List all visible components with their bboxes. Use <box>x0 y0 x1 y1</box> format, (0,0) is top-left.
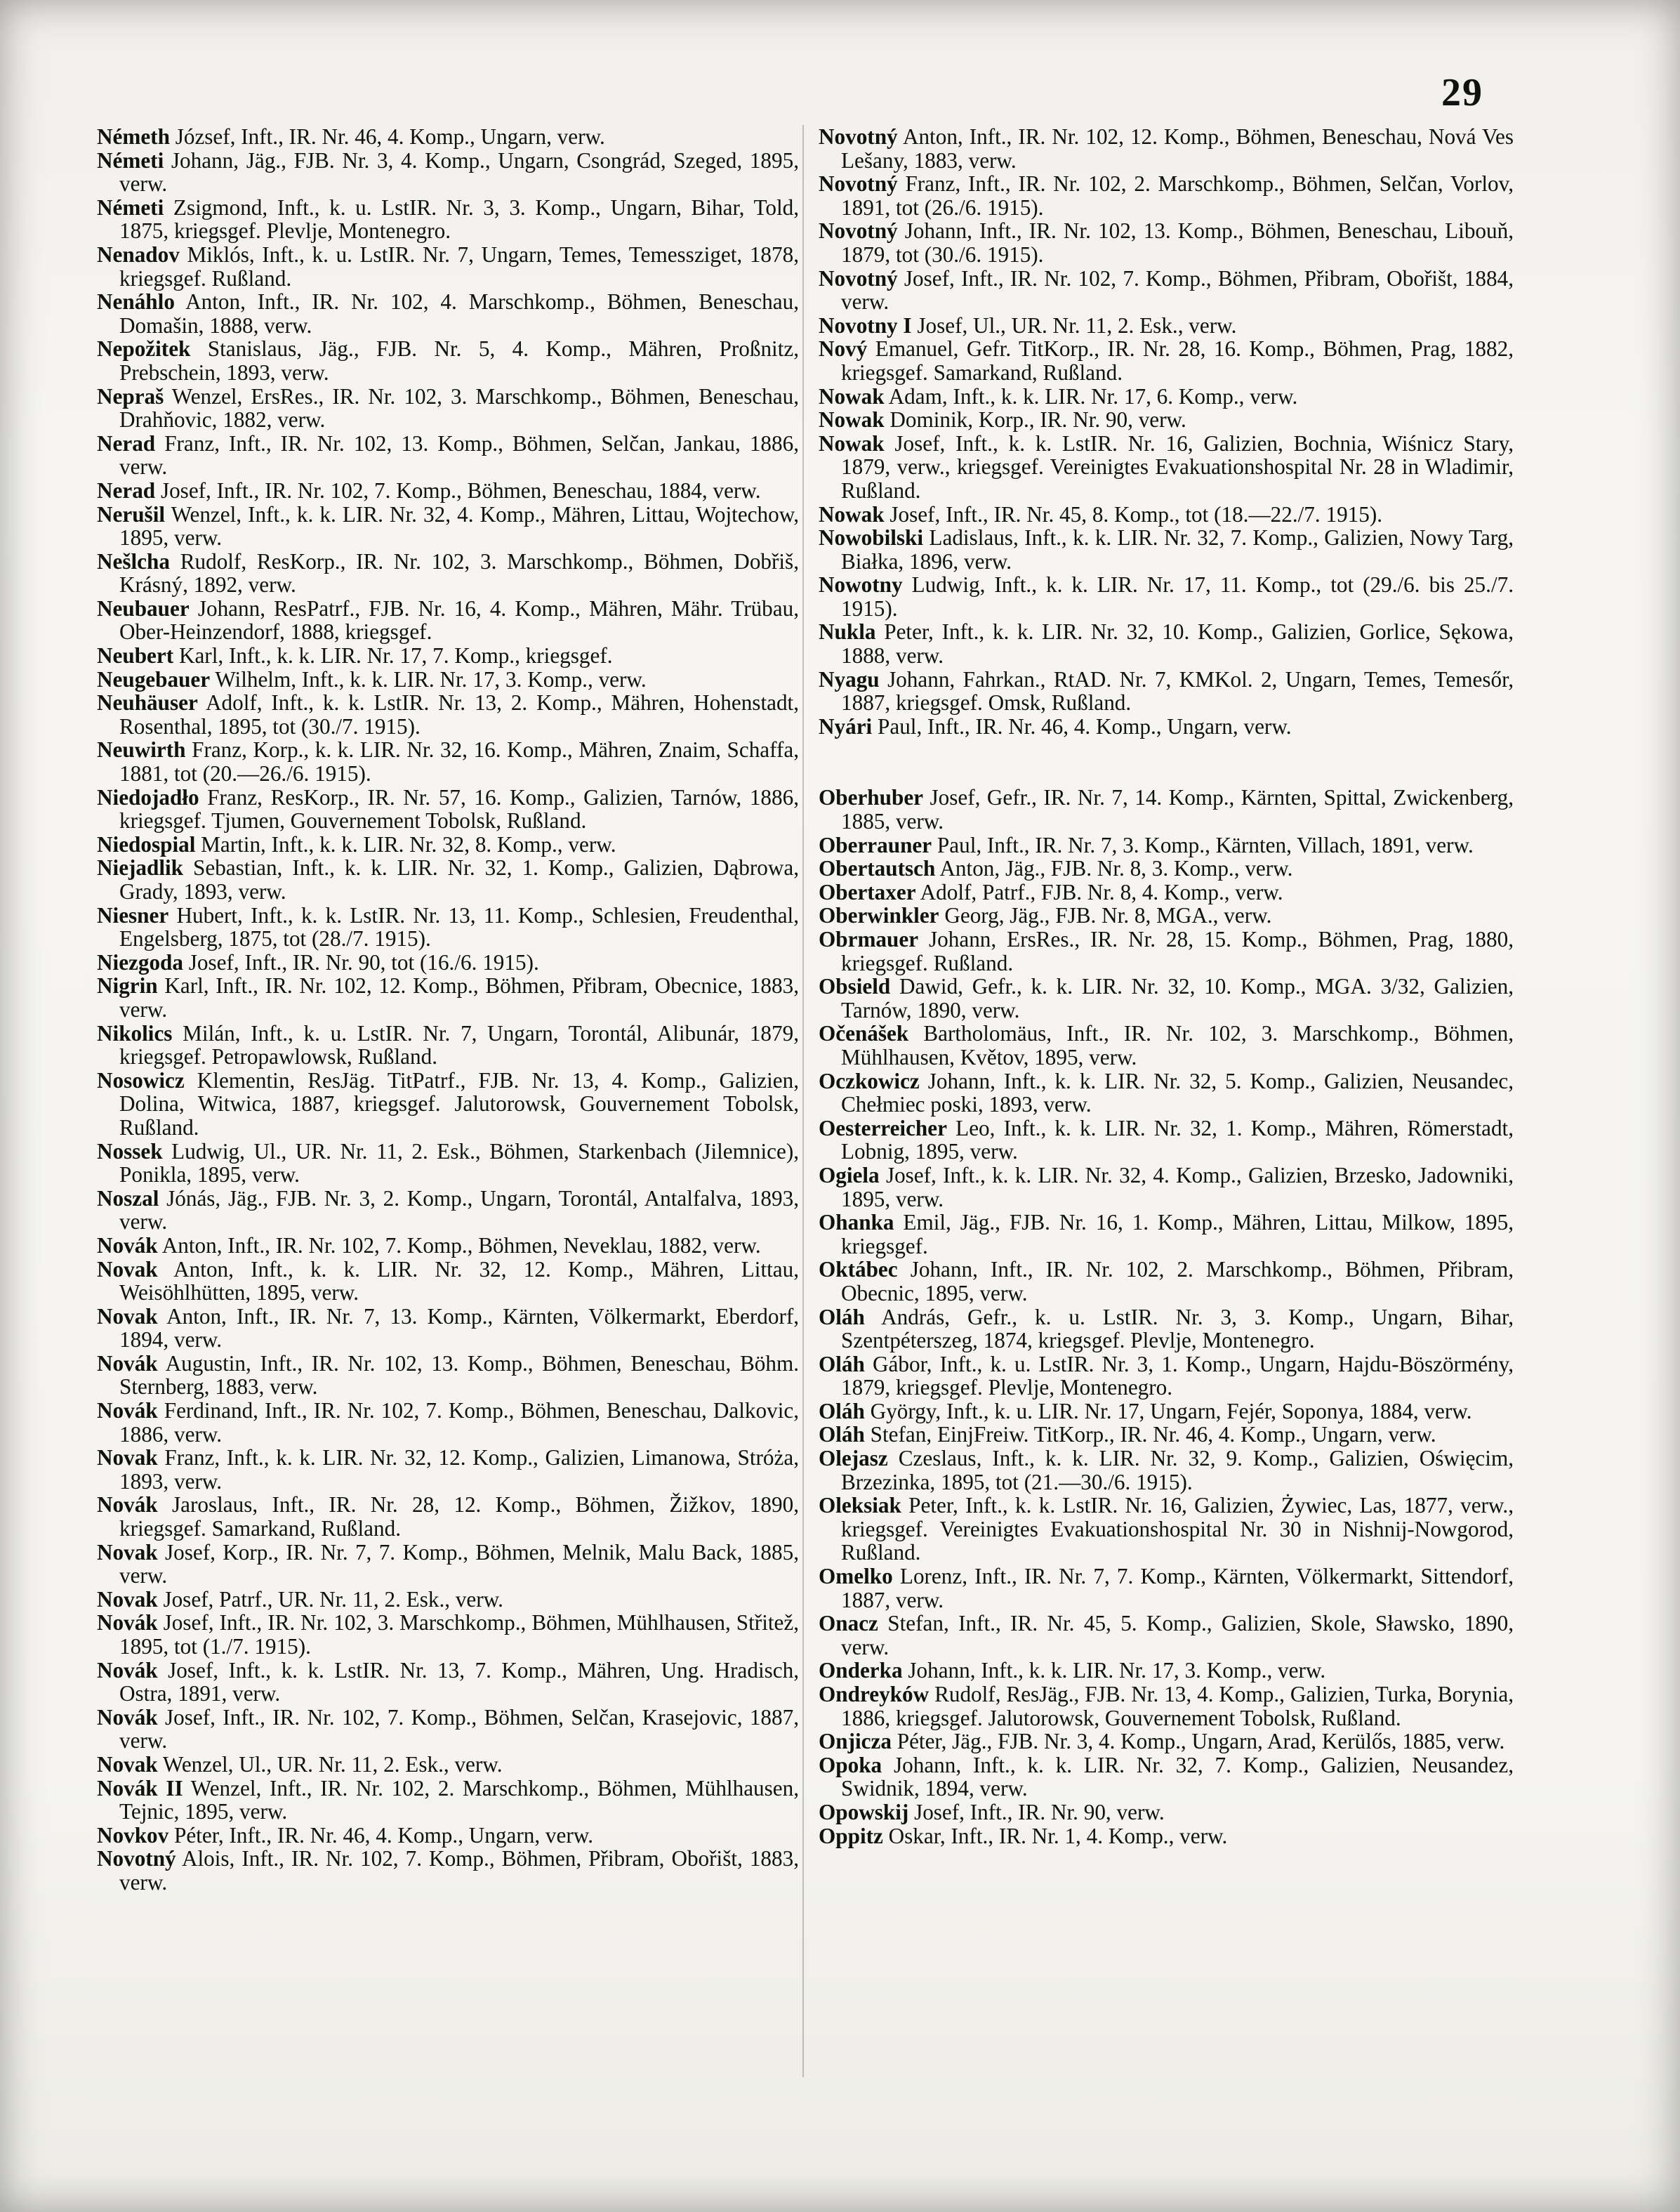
entry-surname: Novák <box>97 1398 158 1423</box>
list-entry <box>97 904 799 951</box>
entry-surname: Oczkowicz <box>819 1068 920 1093</box>
entry-details: Stanislaus, Jäg., FJB. Nr. 5, 4. Komp., Mähren, Proßnitz, Prebschein, 1893, verw. <box>119 336 800 385</box>
entry-details: Peter, Inft., k. k. LIR. Nr. 32, 10. Komp., Galizien, Gorlice, Sękowa, 1888, verw. <box>841 619 1514 669</box>
entry-details: Josef, Inft., k. k. LIR. Nr. 32, 4. Komp., Galizien, Brzesko, Jadowniki, 1895, verw. <box>841 1162 1514 1211</box>
list-entry <box>97 290 799 337</box>
entry-details: Adam, Inft., k. k. LIR. Nr. 17, 6. Komp., verw. <box>888 383 1298 409</box>
entry-details: Josef, Gefr., IR. Nr. 7, 14. Komp., Kärnten, Spittal, Zwickenberg, 1885, verw. <box>841 785 1514 834</box>
list-entry <box>819 1753 1514 1800</box>
entry-details: Franz, ResKorp., IR. Nr. 57, 16. Komp., Galizien, Tarnów, 1886, kriegsgef. Tjumen, Gouvernement Tobolsk, Rußland. <box>119 784 800 834</box>
list-entry <box>819 620 1514 667</box>
entry-details: Rudolf, ResJäg., FJB. Nr. 13, 4. Komp., Galizien, Turka, Borynia, 1886, kriegsgef. Jalutorowsk, Gouvernement Tobolsk, Rußland. <box>841 1682 1514 1730</box>
entry-details: Emanuel, Gefr. TitKorp., IR. Nr. 28, 16. Komp., Böhmen, Prag, 1882, kriegsgef. Samarkand, Rußland. <box>841 336 1514 385</box>
entry-details: Stefan, Inft., IR. Nr. 45, 5. Komp., Galizien, Skole, Sławsko, 1890, verw. <box>841 1611 1514 1659</box>
entry-surname: Nenáhlo <box>97 289 175 315</box>
entry-details: András, Gefr., k. u. LstIR. Nr. 3, 3. Komp., Ungarn, Bihar, Szentpéterszeg, 1874, kriegsgef. Plevlje, Montenegro. <box>841 1304 1514 1353</box>
entry-surname: Nepožitek <box>97 336 191 362</box>
entry-details: Alois, Inft., IR. Nr. 102, 7. Komp., Böhmen, Přibram, Obořišt, 1883, verw. <box>119 1846 799 1895</box>
list-entry <box>819 1022 1514 1069</box>
entry-surname: Novotný <box>819 265 898 291</box>
entry-surname: Niesner <box>97 902 169 928</box>
list-entry <box>97 385 799 432</box>
entry-surname: Novak <box>97 1445 158 1470</box>
page-number: 29 <box>1441 71 1483 114</box>
entry-details: Johann, Inft., IR. Nr. 102, 13. Komp., Böhmen, Beneschau, Libouň, 1879, tot (30./6. 1915). <box>841 218 1514 267</box>
entry-surname: Nerušil <box>97 501 166 527</box>
entry-details: Paul, Inft., IR. Nr. 7, 3. Komp., Kärnten, Villach, 1891, verw. <box>937 832 1474 857</box>
list-entry <box>97 644 799 668</box>
list-entry <box>819 1069 1514 1117</box>
entry-surname: Nukla <box>819 619 876 645</box>
entry-details: Czeslaus, Inft., k. k. LIR. Nr. 32, 9. Komp., Galizien, Oświęcim, Brzezinka, 1895, tot (21.—30./6. 1915). <box>841 1446 1514 1494</box>
entry-details: Péter, Inft., IR. Nr. 46, 4. Komp., Ungarn, verw. <box>174 1822 594 1848</box>
list-entry <box>97 125 799 149</box>
entry-details: Franz, Inft., IR. Nr. 102, 2. Marschkomp., Böhmen, Selčan, Vorlov, 1891, tot (26./6. 1915). <box>841 171 1514 220</box>
entry-details: Bartholomäus, Inft., IR. Nr. 102, 3. Marschkomp., Böhmen, Mühlhausen, Květov, 1895, verw. <box>841 1021 1514 1069</box>
entry-details: Martin, Inft., k. k. LIR. Nr. 32, 8. Komp., verw. <box>201 831 616 857</box>
list-entry <box>819 1117 1514 1164</box>
list-entry <box>97 1847 799 1894</box>
entry-surname: Obertautsch <box>819 856 936 881</box>
entry-surname: Niedojadło <box>97 784 199 810</box>
entry-surname: Oberhuber <box>819 785 924 810</box>
entry-surname: Novak <box>97 1539 158 1565</box>
entry-surname: Oberrauner <box>819 832 932 857</box>
entry-details: Wenzel, Inft., k. k. LIR. Nr. 32, 4. Komp., Mähren, Littau, Wojtechow, 1895, verw. <box>119 501 799 551</box>
entry-details: Dominik, Korp., IR. Nr. 90, verw. <box>889 407 1186 433</box>
entry-surname: Nowobilski <box>819 525 924 551</box>
list-entry <box>819 786 1514 833</box>
list-entry <box>97 1824 799 1848</box>
entry-details: Péter, Jäg., FJB. Nr. 3, 4. Komp., Ungarn, Arad, Kerülős, 1885, verw. <box>897 1729 1505 1754</box>
entry-surname: Oktábec <box>819 1257 898 1282</box>
list-entry <box>819 1423 1514 1447</box>
list-entry <box>97 1069 799 1140</box>
list-entry <box>97 1706 799 1753</box>
entry-surname: Novotný <box>97 1846 176 1871</box>
entry-surname: Nový <box>819 336 868 362</box>
entry-details: Josef, Inft., IR. Nr. 45, 8. Komp., tot (18.—22./7. 1915). <box>889 501 1383 527</box>
entry-surname: Obsield <box>819 974 891 999</box>
entry-surname: Novotný <box>819 218 898 244</box>
entry-details: Wilhelm, Inft., k. k. LIR. Nr. 17, 3. Komp., verw. <box>215 666 647 692</box>
list-entry <box>819 1612 1514 1659</box>
list-entry <box>819 1447 1514 1494</box>
list-entry <box>97 1588 799 1612</box>
list-entry <box>97 1352 799 1399</box>
entry-details: Josef, Inft., IR. Nr. 90, tot (16./6. 1915). <box>188 949 539 975</box>
entry-surname: Novák <box>97 1492 158 1518</box>
list-entry <box>97 1399 799 1446</box>
list-entry <box>97 149 799 196</box>
list-entry <box>819 1730 1514 1753</box>
list-entry <box>97 243 799 290</box>
entry-surname: Noszal <box>97 1185 159 1211</box>
list-entry <box>97 1187 799 1234</box>
entry-surname: Oesterreicher <box>819 1115 947 1140</box>
entry-surname: Nyári <box>819 713 873 739</box>
entry-details: Josef, Ul., UR. Nr. 11, 2. Esk., verw. <box>917 312 1237 338</box>
list-entry <box>97 974 799 1021</box>
entry-surname: Nowak <box>819 430 885 456</box>
entry-details: Adolf, Inft., k. k. LstIR. Nr. 13, 2. Komp., Mähren, Hohenstadt, Rosenthal, 1895, tot (30./7. 1915). <box>119 690 800 739</box>
entry-details: Wenzel, Ul., UR. Nr. 11, 2. Esk., verw. <box>162 1751 503 1777</box>
entry-surname: Novotný <box>819 171 898 197</box>
entry-details: Emil, Jäg., FJB. Nr. 16, 1. Komp., Mähren, Littau, Milkow, 1895, kriegsgef. <box>841 1210 1514 1258</box>
entry-surname: Onacz <box>819 1611 878 1636</box>
entry-details: Augustin, Inft., IR. Nr. 102, 13. Komp., Böhmen, Beneschau, Böhm. Sternberg, 1883, verw. <box>119 1350 800 1400</box>
list-entry <box>819 1824 1514 1848</box>
list-entry <box>819 573 1514 620</box>
list-entry <box>819 1565 1514 1612</box>
entry-surname: Niejadlik <box>97 855 184 881</box>
entry-surname: Németi <box>97 147 164 173</box>
list-entry <box>819 125 1514 172</box>
entry-surname: Ondreyków <box>819 1682 930 1706</box>
entry-details: Georg, Jäg., FJB. Nr. 8, MGA., verw. <box>944 903 1272 928</box>
entry-surname: Oláh <box>819 1351 865 1376</box>
entry-surname: Novák <box>97 1232 158 1258</box>
entry-details: Anton, Inft., IR. Nr. 102, 7. Komp., Böhmen, Neveklau, 1882, verw. <box>161 1232 761 1258</box>
list-entry <box>97 503 799 550</box>
entry-surname: Oláh <box>819 1422 865 1447</box>
entry-surname: Opowskij <box>819 1799 909 1824</box>
entry-details: Franz, Inft., IR. Nr. 102, 13. Komp., Böhmen, Selčan, Jankau, 1886, verw. <box>119 430 799 480</box>
entry-details: Jaroslaus, Inft., IR. Nr. 28, 12. Komp., Böhmen, Žižkov, 1890, kriegsgef. Samarkand, Rußland. <box>119 1492 799 1541</box>
entry-surname: Novák <box>97 1657 158 1683</box>
list-entry <box>97 1493 799 1540</box>
entry-surname: Niezgoda <box>97 949 183 975</box>
entry-details: Peter, Inft., k. k. LstIR. Nr. 16, Galizien, Żywiec, Las, 1877, verw., kriegsgef. Vereinigtes Evakuationshospital Nr. 30 in Nishnij-Nowgorod, Rußland. <box>841 1493 1514 1565</box>
entry-surname: Novák <box>97 1704 158 1730</box>
entry-surname: Onderka <box>819 1658 903 1683</box>
list-entry <box>97 1234 799 1258</box>
list-entry <box>97 833 799 857</box>
list-entry <box>97 1541 799 1588</box>
list-entry <box>819 881 1514 904</box>
list-entry <box>819 526 1514 573</box>
list-entry <box>97 1258 799 1305</box>
entry-details: Stefan, EinjFreiw. TitKorp., IR. Nr. 46, 4. Komp., Ungarn, verw. <box>870 1422 1436 1447</box>
list-entry <box>97 1777 799 1824</box>
entry-details: Karl, Inft., k. k. LIR. Nr. 17, 7. Komp., kriegsgef. <box>178 643 613 669</box>
entry-surname: Novak <box>97 1586 158 1612</box>
list-entry <box>819 1352 1514 1400</box>
list-entry <box>819 408 1514 432</box>
entry-surname: Oppitz <box>819 1823 883 1848</box>
list-entry <box>819 715 1514 739</box>
entry-details: Josef, Korp., IR. Nr. 7, 7. Komp., Böhmen, Melnik, Malu Back, 1885, verw. <box>119 1539 799 1588</box>
list-entry <box>819 1211 1514 1258</box>
entry-details: Milán, Inft., k. u. LstIR. Nr. 7, Ungarn, Torontál, Alibunár, 1879, kriegsgef. Petropawlowsk, Rußland. <box>119 1020 800 1069</box>
entry-surname: Obrmauer <box>819 927 919 952</box>
entry-details: Adolf, Patrf., FJB. Nr. 8, 4. Komp., verw. <box>920 879 1283 904</box>
entry-details: Anton, Inft., IR. Nr. 7, 13. Komp., Kärnten, Völkermarkt, Eberdorf, 1894, verw. <box>119 1303 800 1352</box>
list-entry <box>819 904 1514 928</box>
list-entry <box>97 668 799 692</box>
entry-surname: Nowak <box>819 383 885 409</box>
entry-details: Hubert, Inft., k. k. LstIR. Nr. 13, 11. Komp., Schlesien, Freudenthal, Engelsberg, 1875, tot (28./7. 1915). <box>119 902 799 952</box>
entry-details: Anton, Inft., IR. Nr. 102, 12. Komp., Böhmen, Beneschau, Nová Ves Lešany, 1883, verw. <box>841 124 1514 173</box>
entry-surname: Nyagu <box>819 666 880 692</box>
entry-details: Johann, ResPatrf., FJB. Nr. 16, 4. Komp., Mähren, Mähr. Trübau, Ober-Heinzendorf, 1888, kriegsgef. <box>119 595 799 645</box>
list-entry <box>819 1400 1514 1423</box>
entry-details: Johann, Inft., k. k. LIR. Nr. 17, 3. Komp., verw. <box>908 1658 1326 1683</box>
entry-surname: Novák <box>97 1610 158 1635</box>
right-column <box>819 125 1514 1848</box>
entry-details: Anton, Inft., k. k. LIR. Nr. 32, 12. Komp., Mähren, Littau, Weisöhlhütten, 1895, verw. <box>119 1256 800 1305</box>
entry-details: Josef, Inft., IR. Nr. 90, verw. <box>914 1799 1165 1824</box>
entry-surname: Nenadov <box>97 242 180 267</box>
list-entry <box>97 337 799 384</box>
list-entry <box>97 1446 799 1493</box>
entry-details: Josef, Inft., k. k. LstIR. Nr. 13, 7. Komp., Mähren, Ung. Hradisch, Ostra, 1891, verw. <box>119 1657 799 1706</box>
entry-details: Josef, Inft., IR. Nr. 102, 7. Komp., Böhmen, Přibram, Obořišt, 1884, verw. <box>841 265 1514 315</box>
entry-details: Anton, Jäg., FJB. Nr. 8, 3. Komp., verw. <box>939 856 1293 881</box>
entry-details: Josef, Patrf., UR. Nr. 11, 2. Esk., verw. <box>163 1586 503 1612</box>
entry-surname: Nowak <box>819 407 885 433</box>
entry-details: Johann, Inft., k. k. LIR. Nr. 32, 5. Komp., Galizien, Neusandec, Chełmiec poski, 1893, verw. <box>841 1068 1514 1117</box>
entry-details: Gábor, Inft., k. u. LstIR. Nr. 3, 1. Komp., Ungarn, Hajdu-Böszörmény, 1879, kriegsgef. Plevlje, Montenegro. <box>841 1351 1514 1400</box>
entry-details: Wenzel, ErsRes., IR. Nr. 102, 3. Marschkomp., Böhmen, Beneschau, Drahňovic, 1882, verw. <box>119 383 799 433</box>
list-entry <box>819 503 1514 527</box>
entry-surname: Neugebauer <box>97 666 211 692</box>
list-entry <box>819 267 1514 314</box>
entry-details: Paul, Inft., IR. Nr. 46, 4. Komp., Ungarn, verw. <box>878 713 1292 739</box>
entry-details: Rudolf, ResKorp., IR. Nr. 102, 3. Marschkomp., Böhmen, Dobřiš, Krásný, 1892, verw. <box>119 548 799 598</box>
entry-surname: Omelko <box>819 1564 893 1589</box>
entry-details: Josef, Inft., k. k. LstIR. Nr. 16, Galizien, Bochnia, Wiśnicz Stary, 1879, verw., kriegsgef. Vereinigtes Evakuationshospital Nr. 28 in Wladimir, Rußland. <box>841 430 1514 503</box>
list-entry <box>819 314 1514 338</box>
list-entry <box>97 1611 799 1658</box>
entry-details: Ludwig, Inft., k. k. LIR. Nr. 17, 11. Komp., tot (29./6. bis 25./7. 1915). <box>841 572 1514 621</box>
entry-details: Johann, Fahrkan., RtAD. Nr. 7, KMKol. 2, Ungarn, Temes, Temesőr, 1887, kriegsgef. Omsk, Rußland. <box>841 666 1514 716</box>
entry-surname: Onjicza <box>819 1729 892 1754</box>
entry-surname: Oláh <box>819 1304 865 1329</box>
list-entry <box>819 975 1514 1022</box>
entry-surname: Olejasz <box>819 1446 888 1471</box>
entry-surname: Novkov <box>97 1822 169 1848</box>
entry-surname: Oleksiak <box>819 1493 901 1518</box>
list-entry <box>819 1305 1514 1352</box>
entry-surname: Novak <box>97 1303 158 1329</box>
entry-surname: Neubauer <box>97 595 190 621</box>
list-entry <box>819 1800 1514 1824</box>
list-entry <box>819 928 1514 975</box>
column-divider <box>802 125 804 2077</box>
entry-surname: Nigrin <box>97 973 158 999</box>
entry-details: Josef, Inft., IR. Nr. 102, 7. Komp., Böhmen, Beneschau, 1884, verw. <box>160 478 761 503</box>
list-entry <box>97 1659 799 1706</box>
entry-details: Ferdinand, Inft., IR. Nr. 102, 7. Komp., Böhmen, Beneschau, Dalkovic, 1886, verw. <box>119 1398 800 1447</box>
entry-surname: Novak <box>97 1751 158 1777</box>
entry-surname: Nowak <box>819 501 885 527</box>
list-entry <box>97 856 799 903</box>
entry-details: Zsigmond, Inft., k. u. LstIR. Nr. 3, 3. Komp., Ungarn, Bihar, Told, 1875, kriegsgef. Plevlje, Montenegro. <box>119 195 799 244</box>
list-entry <box>97 738 799 785</box>
list-entry <box>97 951 799 975</box>
list-entry <box>97 786 799 833</box>
entry-surname: Novak <box>97 1256 158 1282</box>
entry-details: Franz, Inft., k. k. LIR. Nr. 32, 12. Komp., Galizien, Limanowa, Stróża, 1893, verw. <box>119 1445 800 1494</box>
list-entry <box>819 1494 1514 1565</box>
entry-surname: Neuwirth <box>97 737 186 763</box>
list-entry <box>97 1140 799 1187</box>
list-entry <box>819 1258 1514 1305</box>
entry-surname: Ogiela <box>819 1162 880 1187</box>
entry-surname: Ohanka <box>819 1210 894 1235</box>
entry-surname: Nikolics <box>97 1020 173 1046</box>
list-entry <box>819 432 1514 503</box>
entry-surname: Neubert <box>97 643 174 669</box>
list-entry <box>819 385 1514 409</box>
entry-details: Sebastian, Inft., k. k. LIR. Nr. 32, 1. Komp., Galizien, Dąbrowa, Grady, 1893, verw. <box>119 855 799 904</box>
entry-details: Klementin, ResJäg. TitPatrf., FJB. Nr. 13, 4. Komp., Galizien, Dolina, Witwica, 1887, kriegsgef. Jalutorowsk, Gouvernement Tobolsk, Rußland. <box>119 1067 799 1140</box>
entry-surname: Nepraš <box>97 383 164 409</box>
entry-surname: Novotny I <box>819 312 912 338</box>
entry-surname: Opoka <box>819 1752 882 1777</box>
list-entry <box>97 691 799 738</box>
entry-surname: Obertaxer <box>819 879 916 904</box>
entry-details: Anton, Inft., IR. Nr. 102, 4. Marschkomp., Böhmen, Beneschau, Domašin, 1888, verw. <box>119 289 799 338</box>
entry-surname: Novák II <box>97 1775 183 1800</box>
list-entry <box>97 196 799 243</box>
entry-surname: Oberwinkler <box>819 903 939 928</box>
entry-details: Josef, Inft., IR. Nr. 102, 7. Komp., Böhmen, Selčan, Krasejovic, 1887, verw. <box>119 1704 800 1753</box>
list-entry <box>819 857 1514 881</box>
list-entry <box>97 1753 799 1777</box>
entry-details: Ladislaus, Inft., k. k. LIR. Nr. 32, 7. Komp., Galizien, Nowy Targ, Białka, 1896, verw. <box>841 525 1514 574</box>
entry-surname: Oláh <box>819 1398 865 1423</box>
entry-details: Wenzel, Inft., IR. Nr. 102, 2. Marschkomp., Böhmen, Mühlhausen, Tejnic, 1895, verw. <box>119 1775 800 1824</box>
list-entry <box>819 1683 1514 1730</box>
list-entry <box>97 1305 799 1352</box>
entry-details: Johann, ErsRes., IR. Nr. 28, 15. Komp., Böhmen, Prag, 1880, kriegsgef. Rußland. <box>841 927 1514 975</box>
entry-surname: Nowotny <box>819 572 903 598</box>
list-entry <box>819 219 1514 266</box>
entry-surname: Neuhäuser <box>97 690 198 716</box>
entry-details: Leo, Inft., k. k. LIR. Nr. 32, 1. Komp., Mähren, Römerstadt, Lobnig, 1895, verw. <box>841 1115 1514 1164</box>
entry-details: György, Inft., k. u. LIR. Nr. 17, Ungarn, Fejér, Soponya, 1884, verw. <box>870 1398 1472 1423</box>
entry-details: József, Inft., IR. Nr. 46, 4. Komp., Ungarn, verw. <box>175 124 605 149</box>
list-entry <box>819 834 1514 857</box>
list-entry <box>97 432 799 479</box>
list-entry <box>819 668 1514 715</box>
entry-details: Oskar, Inft., IR. Nr. 1, 4. Komp., verw. <box>888 1823 1228 1848</box>
entry-details: Johann, Inft., IR. Nr. 102, 2. Marschkomp., Böhmen, Přibram, Obecnic, 1895, verw. <box>841 1257 1514 1305</box>
entry-details: Johann, Jäg., FJB. Nr. 3, 4. Komp., Ungarn, Csongrád, Szeged, 1895, verw. <box>119 147 799 197</box>
entry-surname: Nosowicz <box>97 1067 185 1093</box>
entry-surname: Németi <box>97 195 164 220</box>
entry-surname: Németh <box>97 124 170 149</box>
list-entry <box>819 337 1514 384</box>
list-entry <box>819 172 1514 219</box>
entry-surname: Novotný <box>819 124 898 149</box>
entry-details: Josef, Inft., IR. Nr. 102, 3. Marschkomp., Böhmen, Mühlhausen, Střitež, 1895, tot (1./7. 1915). <box>119 1610 800 1659</box>
list-entry <box>97 479 799 503</box>
entry-surname: Novák <box>97 1350 158 1376</box>
entry-details: Miklós, Inft., k. u. LstIR. Nr. 7, Ungarn, Temes, Temessziget, 1878, kriegsgef. Rußland. <box>119 242 800 291</box>
entry-surname: Nossek <box>97 1138 163 1164</box>
list-entry <box>819 1659 1514 1683</box>
list-entry <box>97 1022 799 1069</box>
entry-details: Franz, Korp., k. k. LIR. Nr. 32, 16. Komp., Mähren, Znaim, Schaffa, 1881, tot (20.—26./6. 1915). <box>119 737 800 786</box>
list-entry <box>819 1164 1514 1211</box>
left-column <box>97 125 799 1895</box>
section-gap <box>819 738 1514 786</box>
entry-details: Karl, Inft., IR. Nr. 102, 12. Komp., Böhmen, Přibram, Obecnice, 1883, verw. <box>119 973 800 1022</box>
entry-surname: Niedospial <box>97 831 196 857</box>
entry-details: Lorenz, Inft., IR. Nr. 7, 7. Komp., Kärnten, Völkermarkt, Sittendorf, 1887, verw. <box>841 1564 1514 1612</box>
entry-details: Dawid, Gefr., k. k. LIR. Nr. 32, 10. Komp., MGA. 3/32, Galizien, Tarnów, 1890, verw. <box>841 974 1514 1022</box>
entry-details: Ludwig, Ul., UR. Nr. 11, 2. Esk., Böhmen, Starkenbach (Jilemnice), Ponikla, 1895, verw. <box>119 1138 800 1187</box>
entry-surname: Nerad <box>97 478 156 503</box>
entry-details: Johann, Inft., k. k. LIR. Nr. 32, 7. Komp., Galizien, Neusandez, Swidnik, 1894, verw. <box>841 1752 1514 1801</box>
entry-surname: Nerad <box>97 430 156 456</box>
entry-surname: Nešlcha <box>97 548 170 574</box>
entry-details: Jónás, Jäg., FJB. Nr. 3, 2. Komp., Ungarn, Torontál, Antalfalva, 1893, verw. <box>119 1185 799 1235</box>
entry-surname: Očenášek <box>819 1021 909 1046</box>
list-entry <box>97 550 799 597</box>
list-entry <box>97 597 799 644</box>
